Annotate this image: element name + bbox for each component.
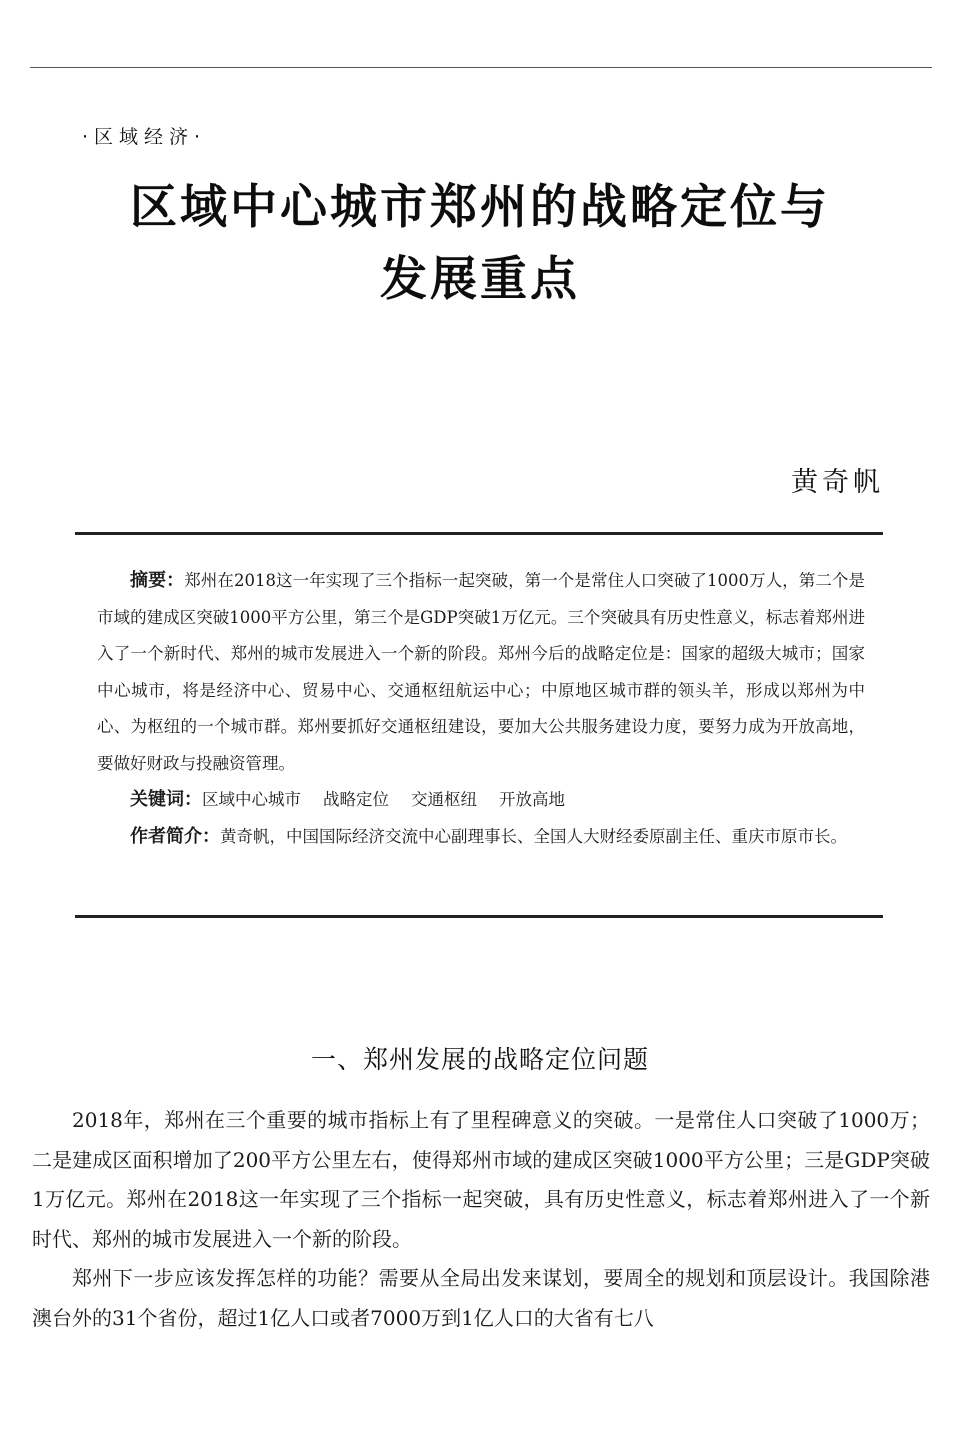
body-paragraph: 郑州下一步应该发挥怎样的功能？需要从全局出发来谋划，要周全的规划和顶层设计。我国除港澳台外的31个省份，超过1亿人口或者7000万到1亿人口的大省有七八 [32,1266,930,1330]
keyword-item: 交通枢纽 [411,790,477,809]
author-intro-label: 作者简介： [130,825,220,847]
keyword-item: 战略定位 [323,790,389,809]
abstract-paragraph [97,563,865,782]
body-text [32,1101,930,1338]
author-name: 黄奇帆 [791,467,884,498]
keyword-item: 区域中心城市 [202,790,301,809]
section-heading: 一、郑州发展的战略定位问题 [310,1045,649,1074]
body-paragraph: 2018年，郑州在三个重要的城市指标上有了里程碑意义的突破。一是常住人口突破了1000万；二是建成区面积增加了200平方公里左右，使得郑州市域的建成区突破1000平方公里；三是GDP突破1万亿元。郑州在2018这一年实现了三个指标一起突破，具有历史性意义，标志着郑州进入了一个新时代、郑州的城市发展进入一个新的阶段。 [32,1108,930,1251]
author-intro-paragraph [97,819,865,856]
keywords-label: 关键词： [130,789,202,810]
article-title-line-2: 发展重点 [380,252,580,307]
author-intro-text: 黄奇帆，中国国际经济交流中心副理事长、全国人大财经委原副主任、重庆市原市长。 [220,826,847,846]
keywords-paragraph [97,782,865,819]
abstract-content [97,563,865,855]
article-title-line-1: 区域中心城市郑州的战略定位与 [130,180,830,235]
abstract-box [75,532,883,918]
abstract-text: 郑州在2018这一年实现了三个指标一起突破，第一个是常住人口突破了1000万人，第二个是市域的建成区突破1000平方公里，第三个是GDP突破1万亿元。三个突破具有历史性意义，标志着郑州进入了一个新时代、郑州的城市发展进入一个新的阶段。郑州今后的战略定位是：国家的超级大城市；国家中心城市，将是经济中心、贸易中心、交通枢纽航运中心；中原地区城市群的领头羊，形成以郑州为中心、为枢纽的一个城市群。郑州要抓好交通枢纽建设，要加大公共服务建设力度，要努力成为开放高地，要做好财政与投融资管理。 [97,571,866,773]
abstract-label: 摘要： [130,570,185,591]
keyword-item: 开放高地 [499,790,565,809]
page-top-rule [30,67,932,68]
section-tag: ·区域经济· [82,126,207,148]
article-title [0,172,960,316]
